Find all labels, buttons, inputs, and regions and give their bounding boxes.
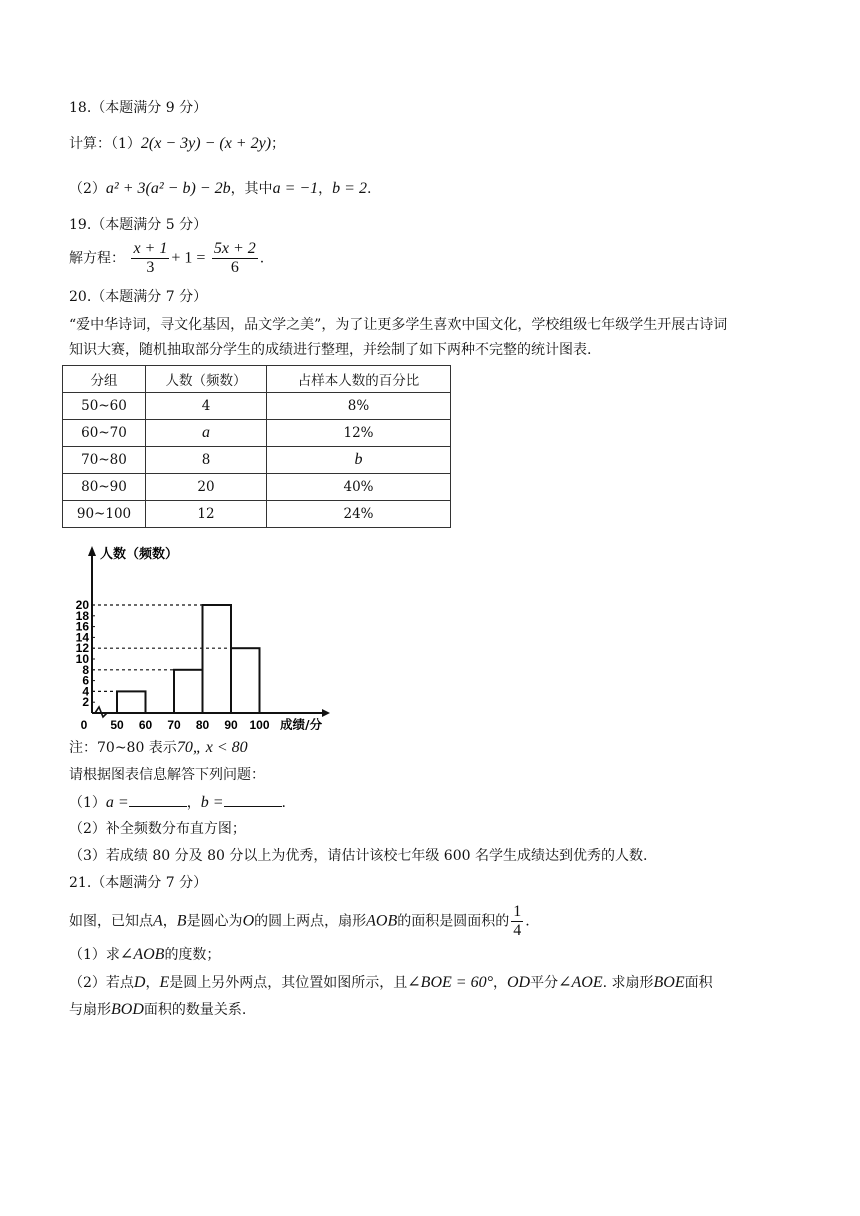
q20-sub2: （2）补全频数分布直方图； [69,821,246,837]
q21-fraction [511,903,523,940]
x-axis-label: 成绩/分 [280,717,323,730]
q20-intro-line2: 知识大赛，随机抽取部分学生的成绩进行整理，并绘制了如下两种不完整的统计图表. [69,342,592,358]
y-tick-label: 16 [75,619,89,634]
point-B: B [176,912,187,930]
answer-blank-b[interactable] [224,792,282,807]
table-header-row [63,366,451,393]
x-tick-label: 70 [167,718,181,730]
table-cell: 8 [146,447,267,474]
q19-prefix: 解方程： [69,250,125,267]
q21-intro-end: . [525,913,530,930]
q21-sub2-angle: ∠BOE = 60° [407,974,493,991]
q21-fraction-denominator: 4 [513,922,522,939]
table-row [63,393,451,420]
x-tick-label: 100 [249,718,270,730]
table-cell: 90~100 [63,501,146,528]
histogram-bar [174,670,203,713]
q20-sub1-b: b = [200,794,224,811]
q20-note-expr: 70„ x < 80 [176,739,248,756]
q19-lhs-numerator: x + 1 [133,240,168,257]
q19-lhs-fraction [131,240,169,277]
q19-equation [69,240,264,277]
answer-blank-a[interactable] [129,792,187,807]
point-D: D [133,974,146,991]
y-tick-label: 20 [75,598,89,612]
q21-intro [69,903,530,940]
table-cell: 70~80 [63,447,146,474]
segment-OD: OD [506,974,531,991]
histogram-bar [231,648,260,713]
y-tick-label: 8 [82,662,89,677]
table-cell: 80~90 [63,474,146,501]
point-A: A [153,912,163,930]
y-tick-label: 14 [75,630,89,645]
q19-header: 19.（本题满分 5 分） [69,217,208,233]
y-tick-label: 6 [82,673,89,688]
q21-sub2-a: （2）若点 [69,975,134,991]
q21-intro-a: 如图，已知点 [69,913,153,930]
x-tick-label: 80 [195,718,210,730]
y-axis-label: 人数（频数） [100,547,179,562]
q19-end: . [259,250,265,267]
table-header-cell: 占样本人数的百分比 [267,366,451,393]
q21-comma: ， [145,975,160,991]
q21-sub1 [69,945,220,965]
table-cell: b [267,447,451,474]
point-O: O [242,912,255,930]
table-row [63,420,451,447]
table-cell: 40% [267,474,451,501]
q19-rhs-fraction [212,240,258,277]
q19-rhs-numerator: 5x + 2 [213,240,256,257]
frequency-histogram [70,540,350,730]
q20-sub1 [69,792,286,813]
table-cell: 60~70 [63,420,146,447]
q21-sub2-c: ， [492,975,507,991]
q21-fraction-numerator: 1 [513,903,522,920]
q18-part2-mid: ，其中 [230,181,273,197]
x-tick-label: 90 [224,718,238,730]
q19-plus-one: + 1 = [171,249,206,267]
q21-sub2-h: 面积的数量关系. [143,1002,247,1018]
q20-sub1-prefix: （1） [69,795,106,811]
y-tick-label: 12 [75,641,89,656]
q20-sub1-end: . [281,795,286,811]
q20-note-prefix: 注：70~80 表示 [69,740,177,756]
q20-intro-line1: “爱中华诗词，寻文化基因，品文学之美”，为了让更多学生喜欢中国文化，学校组级七年级学生开展古诗词 [69,317,728,333]
q20-ask: 请根据图表信息解答下列问题： [69,767,265,783]
sector-BOE: BOE [653,974,685,991]
x-tick-label: 0 [80,718,88,730]
q19-lhs-denominator: 3 [146,259,155,276]
table-cell: 12 [146,501,267,528]
table-row [63,501,451,528]
sector-AOB: AOB [366,912,398,930]
y-tick-label: 4 [82,684,89,699]
table-cell: 12% [267,420,451,447]
q21-sub2-d: 平分 [530,975,559,991]
table-cell: 20 [146,474,267,501]
q20-header: 20.（本题满分 7 分） [69,289,208,305]
q18-part2-expr: a² + 3(a² − b) − 2b [105,180,231,197]
q21-sub2-b: 是圆上另外两点，其位置如图所示，且 [169,975,408,991]
table-cell: 24% [267,501,451,528]
q21-sub2-f: 面积 [684,975,713,991]
q21-header: 21.（本题满分 7 分） [69,875,208,891]
y-axis-arrow [88,546,96,556]
sector-BOD: BOD [111,1001,144,1018]
q18-part1 [69,134,285,154]
q21-sub1-b: 的度数； [164,947,221,963]
q21-sub1-a: （1）求 [69,947,120,963]
q21-intro-d: 的面积是圆面积的 [397,913,510,930]
q18-part1-expr: 2(x − 3y) − (x + 2y) [140,135,272,152]
q21-sub2-angle2: ∠AOE [558,974,603,991]
q18-header: 18.（本题满分 9 分） [69,100,208,116]
point-E: E [159,974,170,991]
q18-part2 [69,179,371,199]
q18-cond-a: a = −1 [272,180,319,197]
table-cell: 8% [267,393,451,420]
x-axis-arrow [322,709,330,717]
q21-sub1-angle: ∠AOB [119,946,165,963]
q21-sub2-cont [69,1000,246,1020]
table-cell: 4 [146,393,267,420]
table-cell: 50~60 [63,393,146,420]
q18-cond-b: b = 2 [332,180,367,197]
q21-intro-c: 的圆上两点，扇形 [254,913,367,930]
q18-part2-end: . [366,181,372,197]
q18-cond-sep: ， [318,181,333,197]
histogram-bar [203,605,232,713]
table-cell: a [146,420,267,447]
q18-part2-prefix: （2） [69,181,106,197]
x-tick-label: 60 [138,718,153,730]
q21-comma: ， [162,913,177,930]
table-row [63,447,451,474]
frequency-table [62,365,451,528]
q18-part1-end: ； [271,136,286,152]
q20-sub1-sep: ， [186,795,201,811]
table-row [63,474,451,501]
histogram-bar [117,691,146,713]
q21-sub2-g: 与扇形 [69,1002,111,1018]
table-header-cell: 分组 [63,366,146,393]
q20-note [69,738,248,758]
q21-intro-b: 是圆心为 [186,913,243,930]
x-tick-label: 50 [110,718,124,730]
y-tick-label: 2 [82,695,89,710]
q20-sub1-a: a = [105,794,129,811]
y-tick-label: 18 [75,608,89,623]
y-tick-label: 10 [75,652,89,666]
q19-rhs-denominator: 6 [230,259,239,276]
q18-part1-prefix: 计算：（1） [69,136,141,152]
q21-sub2-e: . 求扇形 [602,975,654,991]
q21-sub2 [69,973,713,993]
table-header-cell: 人数（频数） [146,366,267,393]
q20-sub3: （3）若成绩 80 分及 80 分以上为优秀，请估计该校七年级 600 名学生成绩达到优秀的人数. [69,848,648,864]
